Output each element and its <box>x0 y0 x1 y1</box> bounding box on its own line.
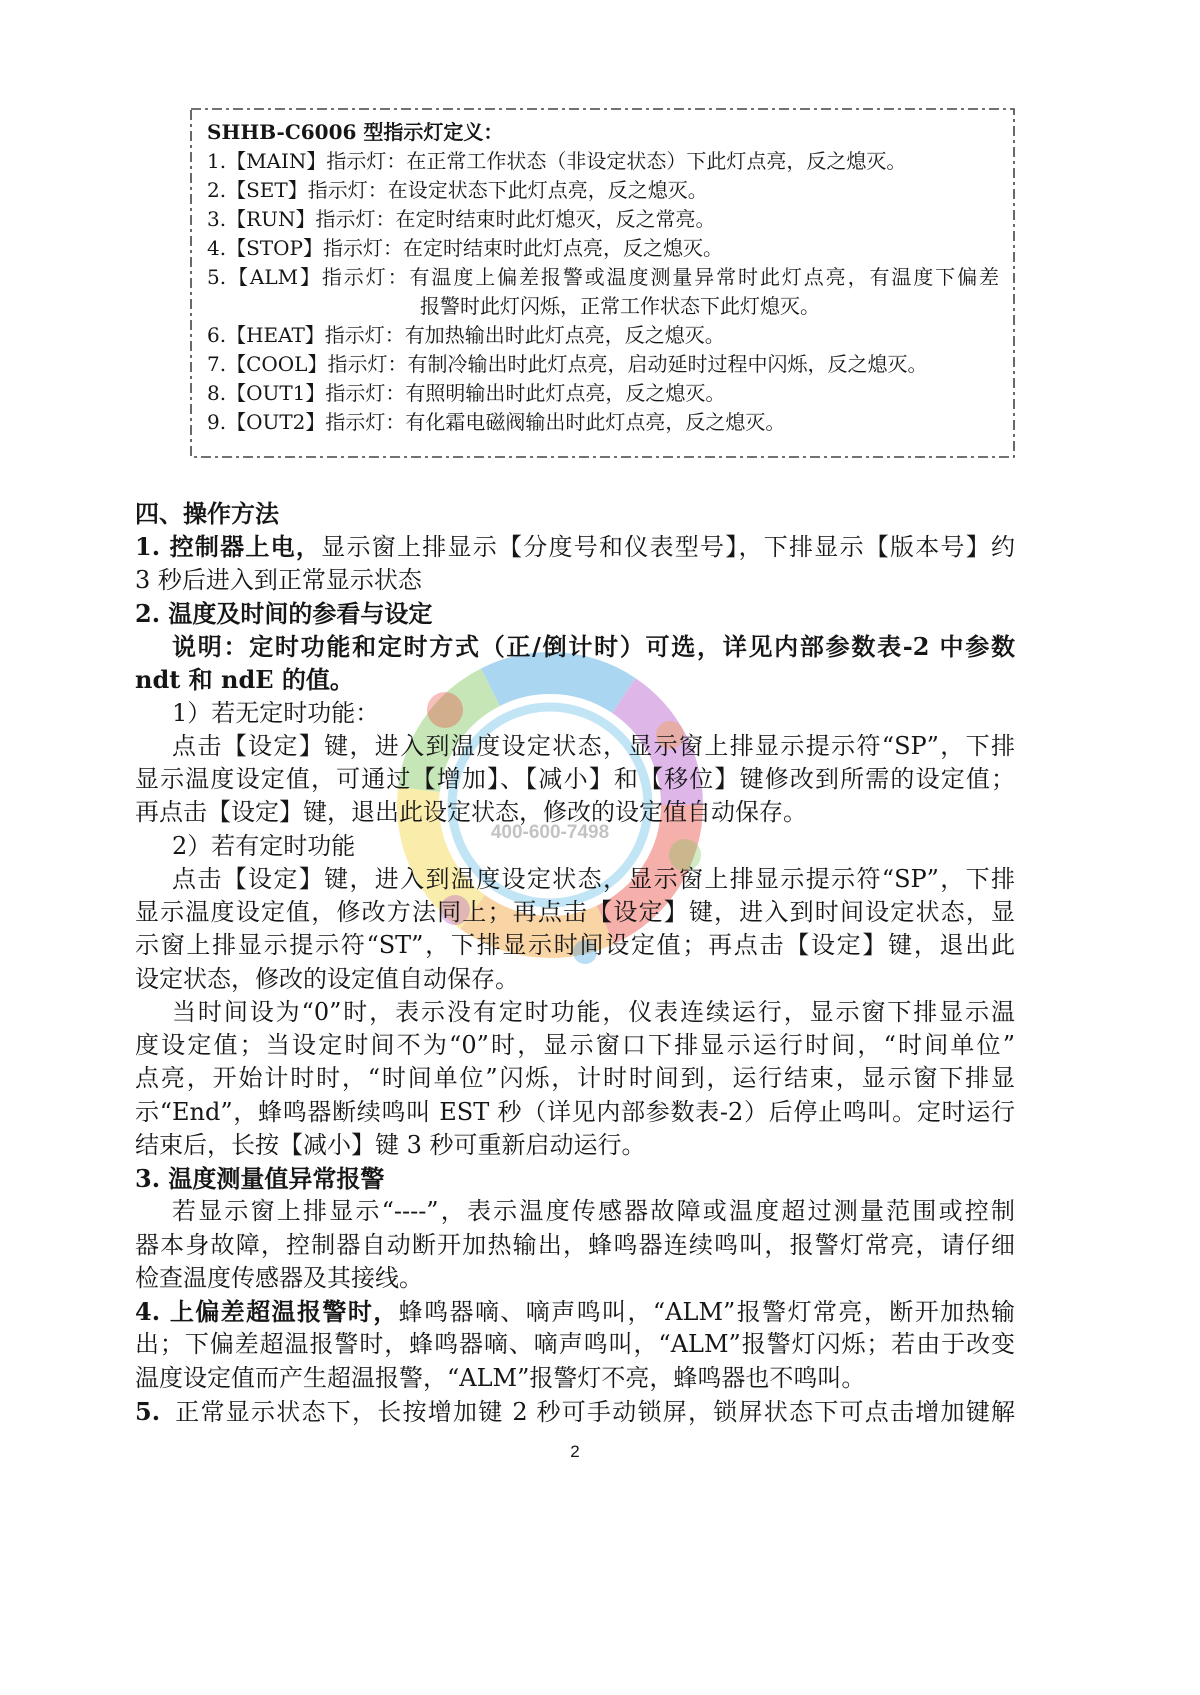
timing-line: 点亮，开始计时时，“时间单位”闪烁，计时时间到，运行结束，显示窗下排显 <box>135 1064 1015 1093</box>
timing-line: 度设定值；当设定时间不为“0”时，显示窗口下排显示运行时间，“时间单位” <box>135 1031 1015 1059</box>
indicator-item-out1: 8.【OUT1】指示灯：有照明输出时此灯点亮，反之熄灭。 <box>207 381 726 405</box>
with-timer-line: 显示温度设定值，修改方法同上；再点击【设定】键，进入到时间设定状态，显 <box>135 898 1015 926</box>
no-timer-line: 点击【设定】键，进入到温度设定状态，显示窗上排显示提示符“SP”，下排 <box>172 731 1015 760</box>
indicator-item-heat: 6.【HEAT】指示灯：有加热输出时此灯点亮，反之熄灭。 <box>207 323 725 347</box>
step2-note-line: ndt 和 ndE 的值。 <box>135 665 354 695</box>
timing-line: 结束后，长按【减小】键 3 秒可重新启动运行。 <box>135 1130 646 1159</box>
page-number: 2 <box>570 1442 580 1461</box>
indicator-item-alm-continued: 报警时此灯闪烁，正常工作状态下此灯熄灭。 <box>420 294 820 318</box>
step3-line: 若显示窗上排显示“----”，表示温度传感器故障或温度超过测量范围或控制 <box>172 1197 1015 1226</box>
step3-heading: 3. 温度测量值异常报警 <box>135 1164 385 1193</box>
indicator-box-title: SHHB-C6006 型指示灯定义： <box>207 120 504 144</box>
step5-lead: 5. <box>135 1396 161 1426</box>
step2-heading: 2. 温度及时间的参看与设定 <box>135 598 433 628</box>
step1-line <box>135 530 1015 563</box>
operation-section <box>135 497 1015 1428</box>
step5-line <box>135 1395 1015 1428</box>
with-timer-line: 点击【设定】键，进入到温度设定状态，显示窗上排显示提示符“SP”，下排 <box>172 864 1015 893</box>
watermark-phone: 400-600-7498 <box>490 822 610 843</box>
indicator-item-set: 2.【SET】指示灯：在设定状态下此灯点亮，反之熄灭。 <box>207 178 708 202</box>
step5-text: 正常显示状态下，长按增加键 2 秒可手动锁屏，锁屏状态下可点击增加键解 <box>174 1397 1015 1426</box>
step3-line: 器本身故障，控制器自动断开加热输出，蜂鸣器连续鸣叫，报警灯常亮，请仔细 <box>135 1230 1015 1259</box>
step4-line: 出；下偏差超温报警时，蜂鸣器嘀、嘀声鸣叫，“ALM”报警灯闪烁；若由于改变 <box>135 1330 1015 1359</box>
with-timer-line: 示窗上排显示提示符“ST”，下排显示时间设定值；再点击【设定】键，退出此 <box>135 931 1015 960</box>
no-timer-line: 显示温度设定值，可通过【增加】、【减小】和【移位】键修改到所需的设定值； <box>135 765 1015 793</box>
step4-text: 蜂鸣器嘀、嘀声鸣叫，“ALM”报警灯常亮，断开加热输 <box>398 1298 1015 1326</box>
indicator-item-alm: 5.【ALM】指示灯：有温度上偏差报警或温度测量异常时此灯点亮，有温度下偏差 <box>207 265 999 289</box>
indicator-definition-box <box>190 108 1015 458</box>
step4-lead: 4. 上偏差超温报警时， <box>135 1297 399 1326</box>
timing-line: 示“End”，蜂鸣器断续鸣叫 EST 秒（详见内部参数表-2）后停止鸣叫。定时运行 <box>135 1097 1015 1126</box>
indicator-item-out2: 9.【OUT2】指示灯：有化霜电磁阀输出时此灯点亮，反之熄灭。 <box>207 410 786 434</box>
no-timer-line: 再点击【设定】键，退出此设定状态，修改的设定值自动保存。 <box>135 798 807 827</box>
section-heading: 四、操作方法 <box>135 499 279 528</box>
with-timer-line: 设定状态，修改的设定值自动保存。 <box>135 964 519 993</box>
indicator-item-main: 1.【MAIN】指示灯：在正常工作状态（非设定状态）下此灯点亮，反之熄灭。 <box>207 149 907 173</box>
step2-note-line: 说明：定时功能和定时方式（正/倒计时）可选，详见内部参数表-2 中参数 <box>172 632 1015 661</box>
step3-line: 检查温度传感器及其接线。 <box>135 1263 423 1292</box>
indicator-item-run: 3.【RUN】指示灯：在定时结束时此灯熄灭，反之常亮。 <box>207 207 716 231</box>
step4-line: 温度设定值而产生超温报警，“ALM”报警灯不亮，蜂鸣器也不鸣叫。 <box>135 1363 866 1392</box>
indicator-item-cool: 7.【COOL】指示灯：有制冷输出时此灯点亮，启动延时过程中闪烁，反之熄灭。 <box>207 352 928 376</box>
step1-line: 3 秒后进入到正常显示状态 <box>135 565 422 594</box>
no-timer-label: 1）若无定时功能： <box>172 698 380 727</box>
with-timer-label: 2）若有定时功能 <box>172 831 356 860</box>
step1-lead: 1. 控制器上电， <box>135 532 322 562</box>
step1-text: 显示窗上排显示【分度号和仪表型号】，下排显示【版本号】约 <box>321 533 1015 562</box>
timing-line: 当时间设为“0”时，表示没有定时功能，仪表连续运行，显示窗下排显示温 <box>172 997 1015 1026</box>
step4-line <box>135 1295 1015 1328</box>
indicator-item-stop: 4.【STOP】指示灯：在定时结束时此灯点亮，反之熄灭。 <box>207 236 723 260</box>
